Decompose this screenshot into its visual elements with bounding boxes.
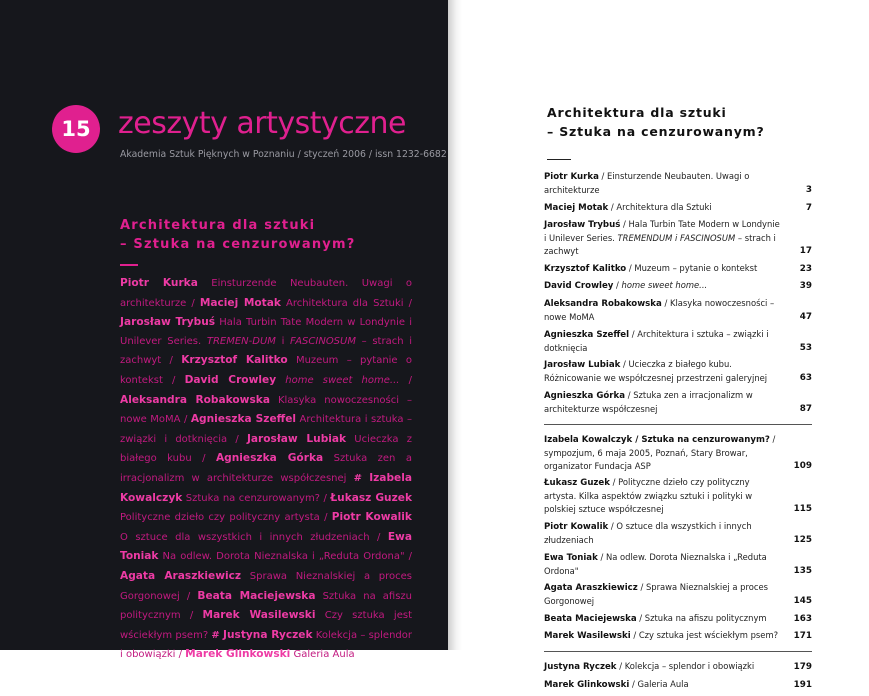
toc-entry-title: O sztuce dla wszystkich i innych złudzeniach [544,520,752,545]
cover-author-name: Agnieszka Szeffel [190,413,297,426]
cover-author-name: Maciej Motak [199,296,281,309]
cover-author-name: Izabela Kowalczyk [120,471,412,504]
toc-entry-page-number: 125 [793,534,812,545]
toc-entry: David Crowley / home sweet home... 39 [544,280,812,292]
toc-entry-title: Sztuka na afiszu politycznym [644,612,767,623]
toc-heading-line1: Architektura dla sztuki [547,105,727,120]
cover-author-name: Marek Glinkowski [185,648,291,661]
cover-section-marker: # [353,472,362,484]
cover-author-name: Agnieszka Górka [215,452,324,465]
cover-article-title: Galeria Aula [290,649,355,661]
cover-article-title: Czy sztuka jest wściekłym psem? [120,610,412,641]
toc-entry-title: sympozjum, 6 maja 2005, Poznań, Stary Browar, organizator Fundacja ASP [544,447,748,471]
toc-entry-title: Muzeum – pytanie o kontekst [634,262,758,273]
toc-entry-author: Piotr Kurka [544,172,599,182]
toc-heading [547,103,765,141]
toc-entry-page-number: 3 [805,185,812,195]
cover-article-title: Klasyka nowoczesności – nowe MoMA / [120,394,412,426]
cover-author-name: Jarosław Trybuś [120,316,216,329]
toc-entry-page-number: 47 [799,311,812,322]
toc-entry-author: Aleksandra Robakowska [544,298,662,309]
toc-entry: Krzysztof Kalitko / Muzeum – pytanie o kontekst 23 [544,262,812,274]
toc-heading-line2: – Sztuka na cenzurowanym? [547,124,765,139]
cover-divider [120,264,138,266]
cover-article-title: / [399,374,412,386]
toc-entry-title: Architektura i sztuka – związki i dotknięcia [544,328,769,353]
cover-heading-line1: Architektura dla sztuki [120,218,316,233]
toc-entry-author: Agata Araszkiewicz [544,583,638,594]
toc-entry-author: Maciej Motak [544,202,609,213]
toc-entry-author: Marek Wasilewski [544,631,631,642]
toc-entry-author: Beata Maciejewska [544,613,637,624]
toc-entry-page-number: 87 [799,403,812,414]
toc-entry: Łukasz Guzek / Polityczne dzieło czy polityczny artysta. Kilka aspektów związku sztuki i polityki w polskiej sztuce współczesnej 115 [544,477,812,515]
toc-entry-title: Hala Turbin Tate Modern w Londynie i Unilever Series. [544,219,780,244]
toc-entry-title: Einsturzende Neubauten. Uwagi o architekturze [544,171,750,195]
toc-entry: Jarosław Trybuś / Hala Turbin Tate Modern w Londynie i Unilever Series. TREMENDUM i FASCINOSUM – strach i zachwyt 17 [544,219,812,257]
cover-article-title: Architektura i sztuka – związki i dotknięcia / [120,414,412,445]
toc-entry-author: Jarosław Trybuś [544,220,621,231]
toc-entry-title-italic: home sweet home... [621,280,708,291]
toc-entry: Agata Araszkiewicz / Sprawa Nieznalskiej a proces Gorgonowej 145 [544,582,812,607]
cover-article-title: Na odlew. Dorota Nieznalska i „Reduta Ordona" / [158,551,412,563]
cover-author-name: Beata Maciejewska [197,589,316,602]
toc-entry-author: Agnieszka Szeffel [544,329,630,340]
cover-article-title: Sprawa Nieznalskiej a proces Gorgonowej / [120,570,413,602]
toc-entry-title: Polityczne dzieło czy polityczny artysta. Kilka aspektów związku sztuki i polityki w polskiej sztuce współczesnej [544,477,753,515]
toc-entry-page-number: 39 [799,281,812,292]
toc-entry-title-italic: TREMENDUM i FASCINOSUM [617,233,736,244]
toc-entry-author: Ewa Toniak [544,552,598,563]
toc-entry-author: Justyna Ryczek [544,662,617,673]
toc-entry: Jarosław Lubiak / Ucieczka z białego kubu. Różnicowanie we współczesnej przestrzeni galeryjnej 63 [544,359,812,384]
toc-entry-title: Czy sztuka jest wściekłym psem? [638,630,779,641]
toc-entry-title: Kolekcja – splendor i obowiązki [624,661,755,672]
cover-article-title [276,375,285,386]
toc-entry: Piotr Kowalik / O sztuce dla wszystkich i innych złudzeniach 125 [544,520,812,545]
cover-article-title: Ucieczka z białego kubu / [120,433,412,465]
toc-entry-author: David Crowley [544,281,614,292]
cover-heading-line2: – Sztuka na cenzurowanym? [120,237,356,252]
toc-entry: Beata Maciejewska / Sztuka na afiszu politycznym 163 [544,612,812,624]
toc-entry: Maciej Motak / Architektura dla Sztuki 7 [544,201,812,213]
cover-contents-blurb [120,274,412,665]
journal-title: zeszyty artystyczne [118,106,406,141]
cover-article-title: Architektura dla Sztuki / [280,297,412,309]
journal-subtitle: Akademia Sztuk Pięknych w Poznaniu / styczeń 2006 / issn 1232-6682 [120,149,447,160]
cover-author-name: Agata Araszkiewicz [120,569,242,582]
toc-entry-title: Sprawa Nieznalskiej a proces Gorgonowej [544,582,768,607]
toc-entry-title: Klasyka nowoczesności – nowe MoMA [544,297,775,322]
toc-entry-title: Ucieczka z białego kubu. Różnicowanie we współczesnej przestrzeni galeryjnej [544,359,768,384]
toc-entry-page-number: 7 [805,202,812,213]
toc-entry-author: Marek Glinkowski [544,679,630,690]
toc-entry-page-number: 109 [793,460,812,471]
toc-entry-page-number: 63 [799,373,812,384]
cover-author-name: Krzysztof Kalitko [181,354,288,367]
book-gutter [448,0,462,650]
cover-article-title: – strach i zachwyt / [120,335,412,367]
cover-author-name: Justyna Ryczek [223,628,313,641]
cover-article-title: Sztuka na cenzurowanym? / [182,492,331,504]
toc-entry-page-number: 23 [799,263,812,274]
toc-entry-title: Sztuka zen a irracjonalizm w architekturze współczesnej [544,389,753,414]
toc-entry-page-number: 53 [799,342,812,353]
toc-entry: Aleksandra Robakowska / Klasyka nowoczesności – nowe MoMA 47 [544,297,812,322]
toc-entry-page-number: 163 [793,613,812,624]
toc-entry-title-tail: – strach i zachwyt [544,233,776,257]
toc-entry-author: Łukasz Guzek [544,478,610,489]
toc-entry-author: Krzysztof Kalitko [544,263,627,274]
cover-italic-title: FASCINOSUM [290,335,356,347]
toc-entry-page-number: 135 [793,565,812,576]
cover-author-name: Ewa Toniak [120,530,412,563]
cover-section-marker: # [211,629,220,641]
issue-number-badge: 15 [52,105,100,153]
cover-article-title: Hala Turbin Tate Modern w Londynie i Unilever Series. [120,317,412,347]
toc-entry: Marek Wasilewski / Czy sztuka jest wściekłym psem? 171 [544,630,812,642]
cover-article-title: Einsturzende Neubauten. Uwagi o architekturze / [120,278,413,309]
toc-entry-title: Architektura dla Sztuki [616,201,712,212]
toc-entry-author: Piotr Kowalik [544,521,609,532]
toc-entry-title: Na odlew. Dorota Nieznalska i „Reduta Ordona" [544,551,767,576]
toc-entry: Agnieszka Górka / Sztuka zen a irracjonalizm w architekturze współczesnej 87 [544,389,812,414]
table-of-contents-page [462,0,869,690]
toc-section-divider [544,651,812,652]
toc-entry-page-number: 191 [793,679,812,690]
toc-entry-page-number: 115 [793,504,812,515]
toc-entry-page-number: 145 [793,596,812,607]
cover-article-title: O sztuce dla wszystkich i innych złudzeniach / [120,531,388,543]
toc-entry-author: Izabela Kowalczyk / Sztuka na cenzurowanym? [544,434,770,445]
cover-author-name: David Crowley [184,373,277,386]
toc-entry-author: Jarosław Lubiak [544,360,621,371]
toc-entry-page-number: 171 [793,631,812,642]
magazine-cover [0,0,448,661]
cover-author-name: Aleksandra Robakowska [120,393,270,406]
toc-entry: Agnieszka Szeffel / Architektura i sztuka – związki i dotknięcia 53 [544,328,812,353]
cover-article-title: i [275,335,291,347]
cover-italic-title: home sweet home... [285,374,400,386]
cover-article-title: Sztuka zen a irracjonalizm w architekturze współczesnej [120,453,412,484]
cover-author-name: Jarosław Lubiak [246,432,347,445]
toc-entry-page-number: 179 [793,662,812,673]
cover-author-name: Marek Wasilewski [202,609,316,622]
toc-entry-title: Galeria Aula [637,678,689,689]
cover-italic-title: TREMEN-DUM [206,335,276,347]
toc-list [544,170,812,696]
cover-heading [120,216,355,254]
toc-divider [547,159,571,160]
cover-article-title: Sztuka na afiszu politycznym / [120,590,413,622]
cover-article-title: Muzeum – pytanie o kontekst / [120,355,412,386]
toc-entry-page-number: 17 [799,246,812,257]
cover-author-name: Piotr Kurka [120,277,198,289]
toc-entry-author: Agnieszka Górka [544,390,626,401]
toc-entry: Izabela Kowalczyk / Sztuka na cenzurowanym? / sympozjum, 6 maja 2005, Poznań, Stary Browar, organizator Fundacja ASP 109 [544,433,812,471]
toc-entry: Piotr Kurka / Einsturzende Neubauten. Uwagi o architekturze 3 [544,171,812,195]
toc-entry: Justyna Ryczek / Kolekcja – splendor i obowiązki 179 [544,661,812,673]
cover-article-title: Kolekcja – splendor i obowiązki / [120,629,413,661]
cover-author-name: Łukasz Guzek [330,491,412,504]
toc-entry: Ewa Toniak / Na odlew. Dorota Nieznalska i „Reduta Ordona" 135 [544,551,812,576]
toc-section-divider [544,424,812,425]
cover-article-title: Polityczne dzieło czy polityczny artysta / [120,512,332,524]
toc-entry: Marek Glinkowski / Galeria Aula 191 [544,678,812,690]
cover-author-name: Piotr Kowalik [331,511,412,524]
